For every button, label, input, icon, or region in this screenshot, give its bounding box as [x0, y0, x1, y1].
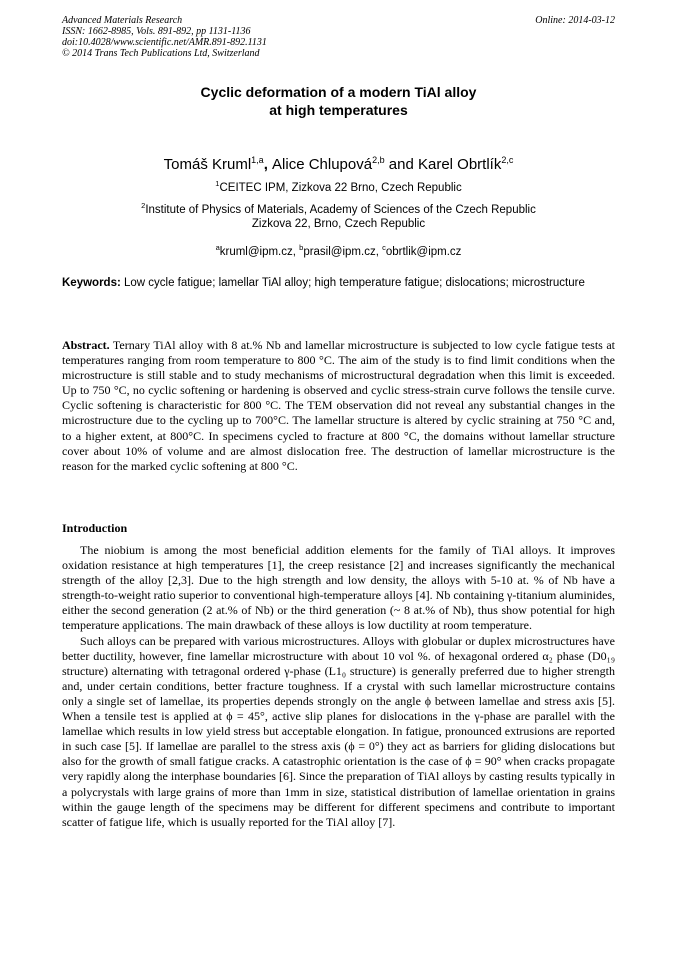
author-2-sup: 2,b — [372, 155, 385, 165]
affiliation-2-sup: 2 — [141, 201, 146, 210]
affiliation-1 — [62, 177, 615, 195]
abstract — [62, 338, 615, 474]
email-a[interactable]: kruml@ipm.cz, — [219, 245, 300, 258]
keywords-label: Keywords: — [62, 277, 121, 289]
section-heading-introduction: Introduction — [62, 521, 128, 535]
keywords-text: Low cycle fatigue; lamellar TiAl alloy; high temperature fatigue; dislocations; microstructure — [120, 277, 585, 289]
abstract-label: Abstract. — [62, 338, 110, 352]
email-b-sup: b — [299, 243, 304, 252]
title-line-2: at high temperatures — [269, 102, 408, 118]
email-a-sup: a — [215, 243, 220, 252]
introduction-body — [62, 543, 615, 830]
affiliation-2-line-1: Institute of Physics of Materials, Academy of Sciences of the Czech Republic — [145, 203, 536, 216]
author-sep: , — [263, 156, 273, 173]
abstract-text: Ternary TiAl alloy with 8 at.% Nb and lamellar microstructure is subjected to low cycle fatigue tests at temperatures ranging from room temperature to 800 °C. The aim of the study is to find limit conditions when the microstructure is still stable and to study mechanisms of microstructural degradation when this limit is exceeded. Up to 750 °C, no cyclic softening or hardening is observed and cyclic stress-strain curve follows the tensile curve. Cyclic softening is characteristic for 800 °C. The TEM observation did not reveal any substantial changes in the microstructure due to the cycling up to 700°C. The lamellar structure is altered by cyclic straining at 750 °C and, to a higher extent, at 800°C. In specimens cycled to fracture at 800 °C, the domains without lamellar structure cover about 10% of volume and are almost dislocation free. The destruction of lamellar microstructure is the reason for the marked cyclic softening at 800 °C. — [62, 338, 615, 473]
affiliation-1-text: CEITEC IPM, Zizkova 22 Brno, Czech Republic — [219, 181, 462, 194]
email-c[interactable]: obrtlik@ipm.cz — [385, 245, 462, 258]
email-b[interactable]: prasil@ipm.cz, — [303, 245, 383, 258]
online-date: Online: 2014-03-12 — [535, 15, 615, 26]
journal-name: Advanced Materials Research — [62, 15, 183, 26]
issn-line: ISSN: 1662-8985, Vols. 891-892, pp 1131-1136 — [62, 26, 251, 37]
email-c-sup: c — [382, 243, 386, 252]
author-list — [62, 151, 615, 174]
author-3: Karel Obrtlík — [417, 156, 502, 173]
doi-line: doi:10.4028/www.scientific.net/AMR.891-892.1131 — [62, 37, 267, 48]
affiliation-1-sup: 1 — [215, 179, 220, 188]
affiliation-2-line-2: Zizkova 22, Brno, Czech Republic — [251, 217, 426, 230]
author-1-sup: 1,a — [251, 155, 264, 165]
author-2: Alice Chlupová — [272, 156, 373, 173]
title-line-1: Cyclic deformation of a modern TiAl alloy — [200, 84, 477, 100]
author-1: Tomáš Kruml — [163, 156, 252, 173]
intro-paragraph-1: The niobium is among the most beneficial addition elements for the family of TiAl alloys. It improves oxidation resistance at high temperatures [1], the creep resistance [2] and increases significantly the mechanical strength of the alloy [2,3]. Due to the high strength and low density, the alloys with 5-10 at. % of Nb have a strength-to-weight ratio superior to conventional high-temperature alloys [4]. Nb containing γ-titanium aluminides, either the second generation (2 at.% of Nb) or the third generation (~ 8 at.% of Nb), thus show potential for high temperature applications. The main drawback of these alloys is low ductility at room temperature. — [62, 543, 615, 633]
paper-title — [62, 83, 615, 119]
journal-header — [62, 15, 615, 59]
email-list — [62, 241, 615, 259]
affiliation-2 — [62, 199, 615, 231]
author-3-sup: 2,c — [501, 155, 514, 165]
keywords — [62, 276, 615, 290]
intro-paragraph-2: Such alloys can be prepared with various microstructures. Alloys with globular or duplex microstructures have better ductility, however, fine lamellar microstructure with about 10 vol %. of hexagonal ordered α₂ phase (D0₁₉ structure) alternating with tetragonal ordered γ-phase (L1₀ structure) is generally preferred due to higher strength and, under certain conditions, better fracture toughness. If a crystal with such lamellar microstructure contains only a single set of lamellae, its properties depends strongly on the angle ϕ between lamellae and stress axis [5]. When a tensile test is applied at ϕ = 45°, active slip planes for dislocations in the γ-phase are parallel with the lamellae which results in low yield stress but acceptable elongation. In fatigue, pronounced extrusions are reported in such case [5]. If lamellae are parallel to the stress axis (ϕ = 0°) they act as barriers for gliding dislocations but also for the growth of small fatigue cracks. A catastrophic orientation is the case of ϕ = 90° when cracks propagate very rapidly along the interphase boundaries [6]. Since the preparation of TiAl alloys by casting results typically in a polycrystals with large grains of more than 1mm in size, statistical distribution of lamellae orientation in grains within the gauge length of the specimens may be different for different specimens and contribute to important scatter of fatigue life, which is usually reported for the TiAl alloy [7]. — [62, 633, 615, 829]
author-and: and — [384, 156, 418, 173]
copyright-line: © 2014 Trans Tech Publications Ltd, Switzerland — [62, 48, 260, 59]
